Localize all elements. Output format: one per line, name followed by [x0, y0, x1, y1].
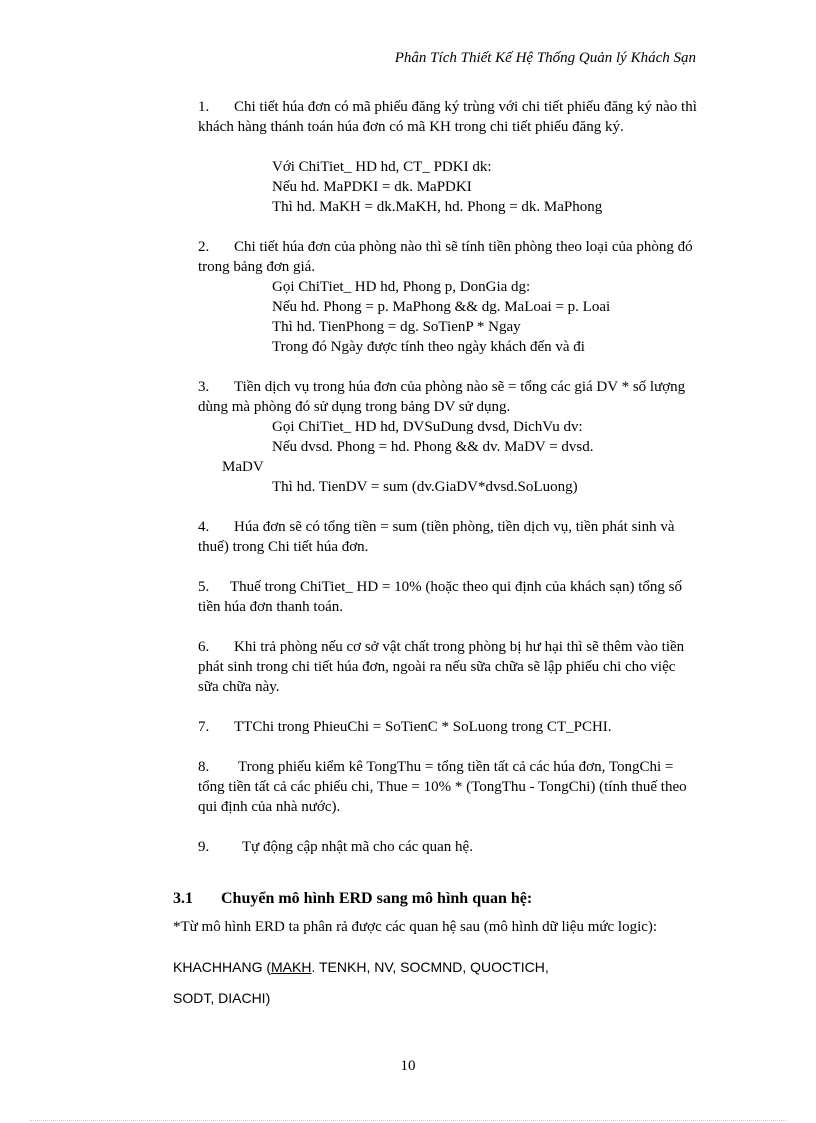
rule-4 — [198, 517, 698, 557]
rule-number: 7. — [198, 719, 210, 735]
rule-text: TTChi trong PhieuChi = SoTienC * SoLuong trong CT_PCHI. — [234, 719, 612, 735]
rule-1-line-2: Nếu hd. MaPDKI = dk. MaPDKI — [272, 179, 472, 195]
section-heading — [173, 890, 532, 908]
rule-number: 9. — [198, 839, 210, 855]
rule-text: Thuế trong ChiTiet_ HD = 10% (hoặc theo qui định của khách sạn) tổng số tiền húa đơn thanh toán. — [198, 579, 682, 615]
relation-khachhang-line-2: SODT, DIACHI) — [173, 990, 271, 1006]
rule-number: 8. — [198, 759, 210, 775]
rule-3-wrap: MaDV — [222, 459, 264, 475]
page-number: 10 — [400, 1058, 416, 1074]
relation-khachhang-line-1 — [173, 957, 673, 977]
page-bottom-divider — [30, 1120, 786, 1121]
rule-number: 4. — [198, 519, 210, 535]
rule-3-line-3: Thì hd. TienDV = sum (dv.GiaDV*dvsd.SoLuong) — [272, 479, 578, 495]
rule-number: 5. — [198, 579, 210, 595]
section-intro: *Từ mô hình ERD ta phân rả được các quan hệ sau (mô hình dữ liệu mức logic): — [173, 919, 658, 935]
rule-text: Chi tiết húa đơn của phòng nào thì sẽ tính tiền phòng theo loại của phòng đó trong bảng đơn giá. — [198, 239, 693, 275]
rule-5 — [198, 577, 698, 617]
rule-3-line-1: Gọi ChiTiet_ HD hd, DVSuDung dvsd, DichVu dv: — [272, 419, 583, 435]
rule-9 — [198, 837, 698, 857]
rule-3 — [198, 377, 698, 417]
relation-name: KHACHHANG ( — [173, 959, 272, 975]
relation-attributes: . TENKH, NV, SOCMND, QUOCTICH, — [311, 959, 549, 975]
rule-1-line-1: Với ChiTiet_ HD hd, CT_ PDKI dk: — [272, 159, 492, 175]
rule-text: Húa đơn sẽ có tổng tiền = sum (tiền phòng, tiền dịch vụ, tiền phát sinh và thuế) trong Chi tiết húa đơn. — [198, 519, 675, 555]
section-number: 3.1 — [173, 890, 193, 907]
rule-number: 6. — [198, 639, 210, 655]
rule-number: 1. — [198, 99, 210, 115]
rule-text: Trong phiếu kiểm kê TongThu = tổng tiền tất cả các húa đơn, TongChi = tổng tiền tất cả các phiếu chi, Thue = 10% * (TongThu - TongChi) (tính thuế theo qui định của nhà nước). — [198, 759, 687, 815]
rule-number: 2. — [198, 239, 210, 255]
running-header: Phân Tích Thiết Kế Hệ Thống Quản lý Khách Sạn — [394, 50, 696, 66]
rule-text: Khi trả phòng nếu cơ sở vật chất trong phòng bị hư hại thì sẽ thêm vào tiền phát sinh trong chi tiết húa đơn, ngoài ra nếu sữa chữa sẽ lập phiếu chi cho việc sữa chữa này. — [198, 639, 685, 695]
rule-text: Tiền dịch vụ trong húa đơn của phòng nào sẽ = tổng các giá DV * số lượng dùng mà phòng đó sử dụng trong bảng DV sử dụng. — [198, 379, 686, 415]
rule-2 — [198, 237, 698, 277]
rule-3-line-2: Nếu dvsd. Phong = hd. Phong && dv. MaDV = dvsd. — [272, 439, 594, 455]
rule-text: Tự động cập nhật mã cho các quan hệ. — [242, 839, 473, 855]
section-title: Chuyển mô hình ERD sang mô hình quan hệ: — [221, 890, 533, 907]
rule-number: 3. — [198, 379, 210, 395]
rule-2-line-4: Trong đó Ngày được tính theo ngày khách đến và đi — [272, 339, 585, 355]
rule-2-line-2: Nếu hd. Phong = p. MaPhong && dg. MaLoai = p. Loai — [272, 299, 611, 315]
rule-8 — [198, 757, 698, 817]
rule-1 — [198, 97, 698, 137]
rule-1-line-3: Thì hd. MaKH = dk.MaKH, hd. Phong = dk. MaPhong — [272, 199, 603, 215]
relation-primary-key: MAKH — [271, 959, 312, 975]
rule-6 — [198, 637, 698, 697]
rule-2-line-1: Gọi ChiTiet_ HD hd, Phong p, DonGia dg: — [272, 279, 531, 295]
rule-text: Chi tiết húa đơn có mã phiếu đăng ký trùng với chi tiết phiếu đăng ký nào thì khách hàng thánh toán húa đơn có mã KH trong chi tiết phiếu đăng ký. — [198, 99, 697, 135]
rule-2-line-3: Thì hd. TienPhong = dg. SoTienP * Ngay — [272, 319, 521, 335]
rule-7 — [198, 717, 698, 737]
